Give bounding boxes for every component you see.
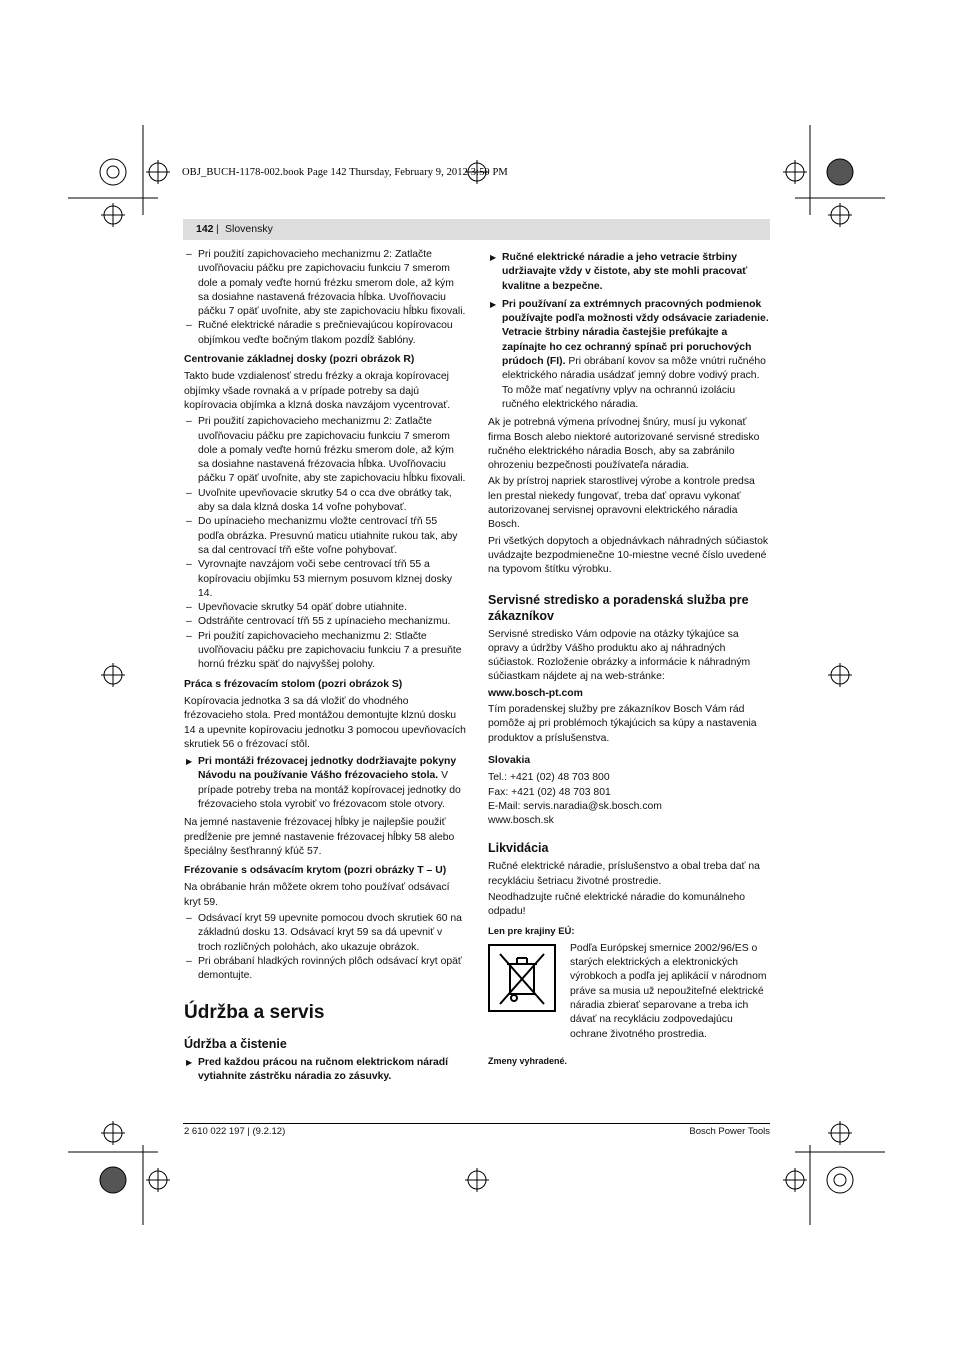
warning-item: ▶ Pri montáži frézovacej jednotky dodržiavajte pokyny Návodu na používanie Vášho frézovacieho stola. V prípade potreby treba na montáž kopírovacej jednotky do frézovacieho stola vyrobiť vo frézovacom stole otvory. [184,755,466,812]
dash-item: – Pri použití zapichovacieho mechanizmu 2: Zatlačte uvoľňovaciu páčku pre zapichovaciu funkciu 7 smerom dole a pomaly veďte hornú frézku smerom dole, až kým sa dosiahne nastavená frézovacia hĺbka. Uvoľňovaciu páčku 7 opäť uvoľnite, aby ste zapichovaciu hĺbku fixovali. [184,248,466,319]
heading-cleaning: Údržba a čistenie [184,1036,287,1051]
language-label: Slovensky [225,223,273,235]
disposal-text-2: Neodhadzujte ručné elektrické náradie do komunálneho odpadu! [488,891,746,918]
service-text: Servisné stredisko Vám odpovie na otázky týkajúce sa opravy a údržby Vášho produktu ako aj náhradných súčiastok. Rozloženie obrázky a informácie k náhradným súčiastkam nájdete aj na web-stránke: [488,628,751,683]
eu-only-label: Len pre krajiny EÚ: [488,925,575,937]
page-header [183,219,770,240]
heading-maintenance: Údržba a servis [184,1001,325,1023]
service-text-2: Tím poradenskej služby pre zákazníkov Bosch Vám rád pomôže aj pri problémoch týkajúcich sa kúpy a nastavenia produktov a príslušenstva. [488,704,757,744]
print-slug: OBJ_BUCH-1178-002.book Page 142 Thursday, February 9, 2012 3:50 PM [182,167,508,178]
spare-parts-text: Pri všetkých dopytoch a objednávkach náhradných súčiastok uvádzajte bezpodmienečne 10-miestne vecné číslo uvedené na typovom štítku výrobku. [488,535,769,576]
footer-brand: Bosch Power Tools [689,1126,770,1137]
dash-item: – Vyrovnajte navzájom voči sebe centrovací tŕň 55 a kopírovaciu objímku 53 miernym posuvom klznej dosky 14. [184,558,466,601]
section-title-table: Práca s frézovacím stolom (pozri obrázok S) [184,678,403,690]
phone: Tel.: +421 (02) 48 703 800 [488,772,610,784]
header-separator: | [216,223,219,235]
suction-text: Na obrábanie hrán môžete okrem toho používať odsávací kryt 59. [184,882,450,908]
warning-item: ▶ Pred každou prácou na ručnom elektrickom náradí vytiahnite zástrčku náradia zo zásuvky. [184,1056,466,1085]
warning-item: ▶ Ručné elektrické náradie a jeho vetracie štrbiny udržiavajte vždy v čistote, aby ste mohli pracovať kvalitne a bezpečne. [488,251,770,294]
cord-replacement-text: Ak je potrebná výmena prívodnej šnúry, musí ju vykonať firma Bosch alebo niektoré autorizované servisné stredisko ručného elektrického náradia Bosch, aby sa zabránilo ohrozeniu bezpečnosti používateľa náradia. [488,417,760,472]
warning-item: ▶ Pri používaní za extrémnych pracovných podmienok používajte podľa možnosti vždy odsávacie zariadenie. Vetracie štrbiny náradia častejšie prefúkajte a zapínajte ho cez ochranný spínač pri poruchových prúdoch (FI). Pri obrábaní kovov sa môže vnútri ručného elektrického náradia usádzať jemný dobre vodivý prach. To môže mať negatívny vplyv na ochrannú izoláciu ručného elektrického náradia. [488,298,770,412]
dash-item: – Upevňovacie skrutky 54 opäť dobre utiahnite. [184,601,466,615]
section-title-suction: Frézovanie s odsávacím krytom (pozri obrázky T – U) [184,865,447,877]
disposal-text-1: Ručné elektrické náradie, príslušenstvo a obal treba dať na recykláciu šetriacu životné prostredie. [488,861,760,887]
weee-text: Podľa Európskej smernice 2002/96/ES o starých elektrických a elektronických výrobkoch a podľa jej aplikácií v národnom práve sa musia už nepoužiteľné elektrické náradia zbierať separovane a treba ich dávať na recykláciu zodpovedajúcu ochrane životného prostredia. [570,942,767,1040]
dash-item: – Pri použití zapichovacieho mechanizmu 2: Zatlačte uvoľňovaciu páčku pre zapichovaciu funkciu 7 smerom dole a pomaly veďte hornú frézku smerom dole, až kým sa dosiahne nastavená frézovacia hĺbka. Uvoľňovaciu páčku 7 opäť uvoľnite, aby ste zapichovaciu hĺbku fixovali. [184,415,466,486]
dash-item: – Pri obrábaní hladkých rovinných plôch odsávací kryt opäť demontujte. [184,955,466,984]
fax: Fax: +421 (02) 48 703 801 [488,786,611,798]
repair-text: Ak by prístroj napriek starostlivej výrobe a kontrole predsa len prestal niekedy fungovať, treba dať opravu vykonať autorizovanej servisnej opravovni elektrického náradia Bosch. [488,476,755,531]
section-title-centering: Centrovanie základnej dosky (pozri obrázok R) [184,354,415,366]
footer-doc-number: 2 610 022 197 | (9.2.12) [184,1126,286,1137]
dash-item: – Odstráňte centrovací tŕň 55 z upínacieho mechanizmu. [184,615,466,629]
left-column [184,248,466,1088]
dash-item: – Do upínacieho mechanizmu vložte centrovací tŕň 55 podľa obrázka. Presuvnú maticu utiahnite rukou tak, aby sa dal centrovací tŕň ešte voľne pohybovať. [184,515,466,558]
heading-service: Servisné stredisko a poradenská služba pre zákazníkov [488,592,749,623]
table-text: Kopírovacia jednotka 3 sa dá vložiť do vhodného frézovacieho stola. Pred montážou demontujte klznú dosku 14 a upevnite kopírovaciu jednotku 3 pomocou upevňovacích skrutiek 56 o frézovací stôl. [184,695,466,750]
changes-reserved: Zmeny vyhradené. [488,1055,568,1066]
website[interactable]: www.bosch.sk [488,815,554,827]
dash-item: – Ručné elektrické náradie s prečnievajúcou kopírovacou objímkou veďte bočným tlakom pozdĺž šablóny. [184,319,466,348]
heading-disposal: Likvidácia [488,841,549,856]
dash-item: – Odsávací kryt 59 upevnite pomocou dvoch skrutiek 60 na základnú dosku 13. Odsávací kryt 59 sa dá upevniť v troch rozličných polohách, ako ukazuje obrázok. [184,912,466,955]
crossed-bin-icon [488,944,556,1012]
service-url[interactable]: www.bosch-pt.com [488,687,583,699]
country-label: Slovakia [488,754,531,766]
dash-item: – Pri použití zapichovacieho mechanizmu 2: Stlačte uvoľňovaciu páčku pre zapichovaciu funkciu 7 a presuňte hornú frézku späť do najvyššej polohy. [184,630,466,673]
footer-rule [183,1123,770,1124]
email[interactable]: E-Mail: servis.naradia@sk.bosch.com [488,800,662,812]
centering-text: Takto bude vzdialenosť stredu frézky a okraja kopírovacej objímky všade rovnaká a v prípade potreby sa dajú kopírovacia objímka a klzná doska navzájom vycentrovať. [184,371,451,411]
dash-item: – Uvoľnite upevňovacie skrutky 54 o cca dve obrátky tak, aby sa dala klzná doska 14 voľne pohybovať. [184,487,466,516]
weee-block [488,942,770,1042]
page-number: 142 [196,223,214,235]
fine-adjust-text: Na jemné nastavenie frézovacej hĺbky je najlepšie použiť predĺženie pre jemné nastavenie frézovacej hĺbky 58 alebo špeciálny šesťhranný kľúč 57. [184,817,455,857]
right-column [488,248,770,1070]
